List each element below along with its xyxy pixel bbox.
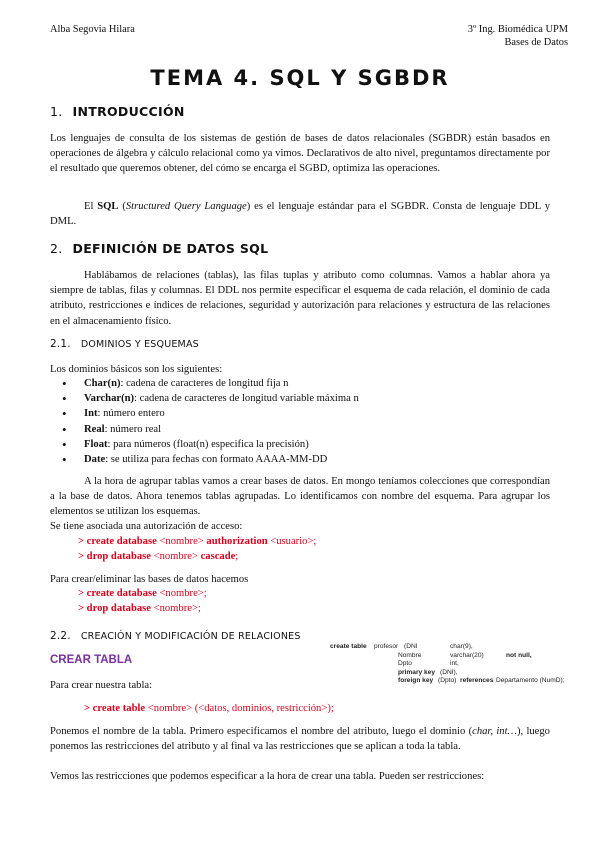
domain-term: Real (84, 423, 105, 435)
section-1-heading (50, 104, 185, 119)
sql-fullname: Structured Query Language (125, 201, 247, 212)
list-item (62, 391, 359, 406)
sql-column: Nombre (398, 651, 422, 659)
text: El (84, 201, 98, 212)
list-item (62, 452, 359, 467)
list-item (62, 406, 359, 421)
text: ( (118, 201, 126, 212)
page-title: TEMA 4. SQL Y SGBDR (150, 66, 450, 90)
dominios-paragraph-4: Para crear/eliminar las bases de datos hacemos (50, 574, 249, 585)
sql-term: SQL (97, 201, 119, 212)
domain-examples: char, int… (472, 726, 517, 737)
code-keyword: > create table (84, 703, 148, 714)
domain-term: Float (84, 438, 108, 450)
domain-term: Date (84, 454, 106, 466)
code-arg: ; (235, 551, 239, 562)
code-keyword: > create database (78, 536, 160, 547)
code-arg: <nombre> (159, 536, 207, 547)
text: ), luego ponemos las restricciones del atributo y al final va las restricciones que se aplican a toda la tabla. (50, 726, 550, 753)
domain-desc: : para números (float(n) especifica la precisión) (107, 438, 309, 450)
header-subject: Bases de Datos (504, 37, 568, 48)
sql-type: char(9), (450, 643, 473, 650)
header-course: 3º Ing. Biomédica UPM (467, 24, 568, 35)
code-drop-database-cascade (78, 549, 238, 564)
dominios-list (62, 376, 359, 467)
sql-keyword: create table (330, 643, 367, 650)
code-keyword: authorization (206, 536, 268, 547)
section-title: INTRODUCCIÓN (72, 104, 185, 119)
intro-paragraph-1: Los lenguajes de consulta de los sistemas de gestión de bases de datos relacionales (SGBDR) están basados en operaciones de álgebra y cálculo relacional como ya vimos. Declarativos de alto nivel, preguntamos directamente por el resultado que queremos obtener, del cómo se encarga el SGBD, optimiza las operaciones. (50, 133, 550, 175)
list-item (62, 376, 359, 391)
relaciones-paragraph-1: Para crear nuestra tabla: (50, 680, 153, 691)
intro-paragraph-2 (50, 199, 550, 229)
domain-term: Int (84, 408, 98, 420)
sql-type: varchar(20) (450, 651, 484, 659)
code-arg: <usuario>; (267, 536, 317, 547)
subsection-2-2-heading (50, 630, 301, 642)
header-author: Alba Segovia Hilara (50, 24, 135, 35)
dominios-intro: Los dominios básicos son los siguientes: (50, 364, 223, 375)
sql-type: int, (450, 660, 459, 668)
domain-desc: : cadena de caracteres de longitud variable máxima n (134, 393, 359, 405)
domain-desc: : número real (104, 423, 162, 435)
sql-keyword: not null, (506, 651, 532, 659)
relaciones-paragraph-2 (50, 724, 550, 754)
domain-term: Varchar(n) (84, 393, 135, 405)
sql-keyword: foreign key (398, 677, 434, 685)
definicion-paragraph: Hablábamos de relaciones (tablas), las filas tuplas y atributo como columnas. Vamos a hablar ahora ya siempre de tablas, filas y columnas. El DDL nos permite especificar el esquema de cada relación, el dominio de cada atributo, restricciones e índices de relaciones, seguridad y autorización para relaciones y estructura de las relaciones en el almacenamiento físico. (50, 270, 550, 327)
code-keyword: > drop database (78, 551, 154, 562)
sql-column: Dpto (398, 660, 412, 668)
crear-tabla-heading: CREAR TABLA (50, 654, 133, 666)
section-title: DEFINICIÓN DE DATOS SQL (72, 241, 269, 256)
sql-keyword: references (460, 677, 494, 685)
sql-table: profesor (374, 643, 399, 650)
sql-column: (DNI (404, 643, 418, 650)
domain-desc: : se utiliza para fechas con formato AAAA-MM-DD (105, 454, 328, 466)
code-keyword: > create database (78, 588, 160, 599)
dominios-paragraph-3: Se tiene asociada una autorización de acceso: (50, 521, 243, 532)
section-number: 1. (50, 104, 63, 119)
domain-desc: : número entero (97, 408, 165, 420)
subsection-number: 2.2. (50, 630, 71, 642)
sql-keyword: primary key (398, 668, 436, 676)
section-2-heading (50, 241, 268, 256)
sql-text: (Dpto) (438, 677, 457, 685)
code-arg: <nombre> (153, 551, 201, 562)
dominios-paragraph-2: A la hora de agrupar tablas vamos a crear bases de datos. En mongo teníamos colecciones que correspondían a la base de datos. Ahora tenemos tablas agrupadas. Lo identificamos con nombre del esquema. Para agrupar los elementos se utilizan los esquemas. (50, 476, 550, 518)
section-number: 2. (50, 241, 63, 256)
code-create-database (78, 586, 207, 601)
subsection-title: CREACIÓN Y MODIFICACIÓN DE RELACIONES (80, 631, 301, 642)
code-create-table (84, 701, 334, 716)
code-arg: <nombre>; (153, 603, 201, 614)
code-arg: <nombre> (<datos, dominios, restricción>); (147, 703, 334, 714)
code-arg: <nombre>; (159, 588, 207, 599)
domain-desc: : cadena de caracteres de longitud fija n (120, 378, 289, 389)
sql-text: Departamento (NumD); (496, 677, 565, 685)
subsection-2-1-heading (50, 338, 199, 350)
code-create-database-auth (78, 534, 316, 549)
subsection-number: 2.1. (50, 338, 71, 350)
relaciones-paragraph-3: Vemos las restricciones que podemos especificar a la hora de crear una tabla. Pueden ser restricciones: (50, 771, 485, 782)
code-keyword: > drop database (78, 603, 154, 614)
text: Ponemos el nombre de la tabla. Primero especificamos el nombre del atributo, luego el dominio ( (50, 726, 473, 737)
list-item (62, 437, 359, 452)
sql-text: (DNI), (440, 668, 458, 676)
subsection-title: DOMINIOS Y ESQUEMAS (80, 339, 199, 350)
code-keyword: cascade (200, 551, 236, 562)
list-item (62, 422, 359, 437)
text: ) es el lenguaje estándar para el SGBDR. Consta de lenguaje DDL y DML. (50, 201, 550, 228)
code-drop-database (78, 601, 201, 616)
domain-term: Char(n) (84, 378, 121, 389)
